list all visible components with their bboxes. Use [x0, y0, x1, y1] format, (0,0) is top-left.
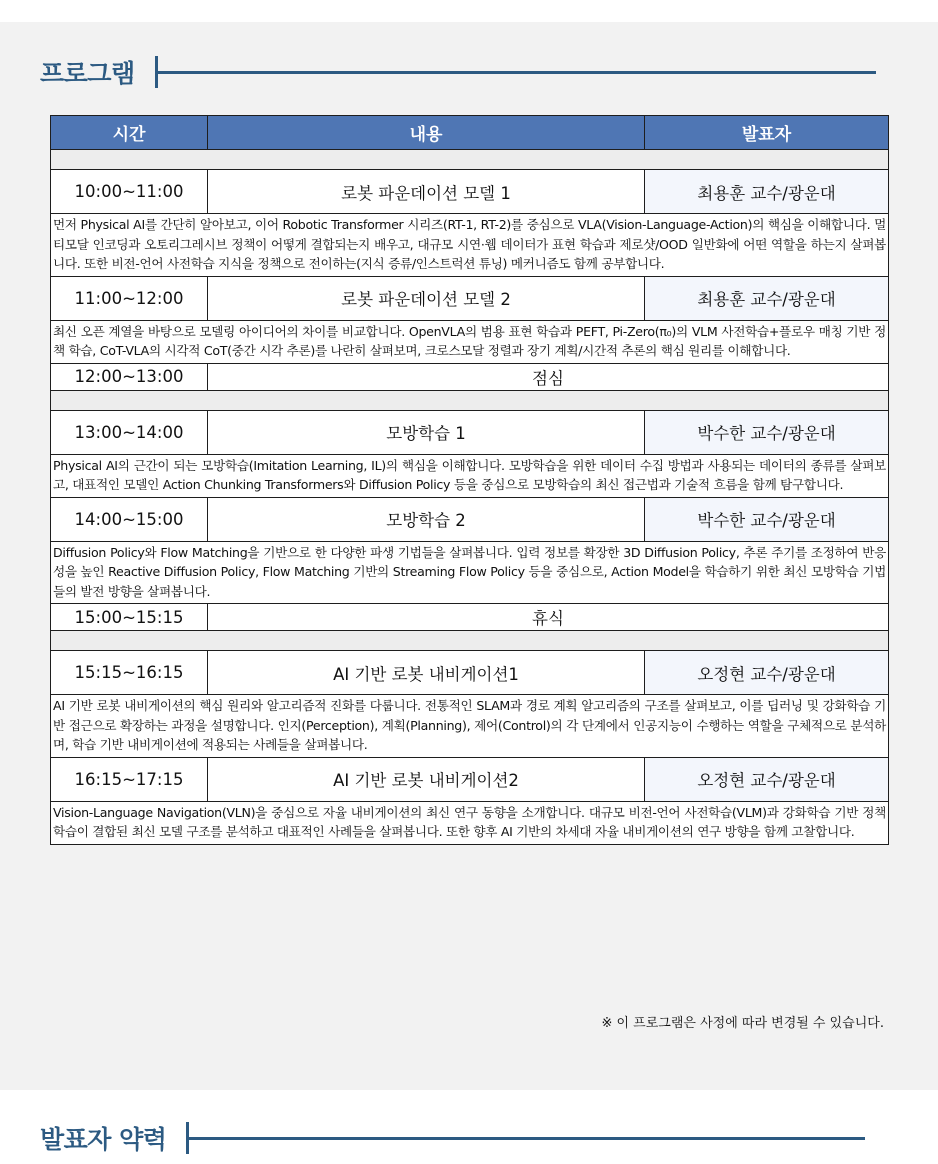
- session-time: 14:00~15:00: [51, 497, 208, 541]
- session-speaker: 박수한 교수/광운대: [645, 497, 889, 541]
- spacer-row: [51, 150, 889, 170]
- session-speaker: 오정현 교수/광운대: [645, 651, 889, 695]
- table-header-row: [51, 116, 889, 150]
- section-divider-horizontal: [189, 1137, 865, 1140]
- break-row: [51, 604, 889, 631]
- session-title: 모방학습 2: [208, 497, 645, 541]
- description-row: [51, 320, 889, 363]
- session-title: 로봇 파운데이션 모델 2: [208, 276, 645, 320]
- session-title: AI 기반 로봇 내비게이션1: [208, 651, 645, 695]
- description-row: [51, 214, 889, 277]
- break-row: [51, 363, 889, 390]
- session-description: Physical AI의 근간이 되는 모방학습(Imitation Learning, IL)의 핵심을 이해합니다. 모방학습을 위한 데이터 수집 방법과 사용되는 데이터의 종류를 살펴보고, 대표적인 모델인 Action Chunking Transformers와 Diffusion Policy 등을 중심으로 모방학습의 최신 접근법과 기술적 흐름을 함께 탐구합니다.: [51, 454, 889, 497]
- session-time: 10:00~11:00: [51, 170, 208, 214]
- break-time: 15:00~15:15: [51, 604, 208, 631]
- program-table: [50, 115, 889, 845]
- session-time: 15:15~16:15: [51, 651, 208, 695]
- session-description: 최신 오픈 계열을 바탕으로 모델링 아이디어의 차이를 비교합니다. OpenVLA의 범용 표현 학습과 PEFT, Pi-Zero(π₀)의 VLM 사전학습+플로우 매칭 기반 정책 학습, CoT-VLA의 시각적 CoT(중간 시각 추론)를 나란히 살펴보며, 크로스모달 정렬과 장기 계획/시간적 추론의 핵심 원리를 이해합니다.: [51, 320, 889, 363]
- break-time: 12:00~13:00: [51, 363, 208, 390]
- program-section-title: 프로그램: [40, 59, 135, 88]
- top-band: [0, 0, 938, 22]
- header-speaker: 발표자: [645, 116, 889, 150]
- session-time: 16:15~17:15: [51, 757, 208, 801]
- header-time: 시간: [51, 116, 208, 150]
- program-section-header: [40, 54, 876, 90]
- table-row: [51, 170, 889, 214]
- description-row: [51, 454, 889, 497]
- session-description: Diffusion Policy와 Flow Matching을 기반으로 한 다양한 파생 기법들을 살펴봅니다. 입력 정보를 확장한 3D Diffusion Policy, 추론 주기를 조정하여 반응성을 높인 Reactive Diffusion Policy, Flow Matching 기반의 Streaming Flow Policy 등을 중심으로, Action Model을 학습하기 위한 최신 모방학습 기법들의 발전 방향을 살펴봅니다.: [51, 541, 889, 604]
- table-row: [51, 757, 889, 801]
- description-row: [51, 801, 889, 844]
- bio-section-title: 발표자 약력: [40, 1125, 167, 1154]
- spacer-row: [51, 631, 889, 651]
- description-row: [51, 541, 889, 604]
- session-time: 13:00~14:00: [51, 410, 208, 454]
- break-label: 휴식: [208, 604, 889, 631]
- description-row: [51, 695, 889, 758]
- session-speaker: 박수한 교수/광운대: [645, 410, 889, 454]
- table-row: [51, 276, 889, 320]
- table-row: [51, 410, 889, 454]
- table-row: [51, 497, 889, 541]
- spacer-row: [51, 390, 889, 410]
- session-title: 모방학습 1: [208, 410, 645, 454]
- bio-section-header: [40, 1120, 865, 1156]
- session-description: AI 기반 로봇 내비게이션의 핵심 원리와 알고리즘적 진화를 다룹니다. 전통적인 SLAM과 경로 계획 알고리즘의 구조를 살펴보고, 이를 딥러닝 및 강화학습 기반 접근으로 확장하는 과정을 설명합니다. 인지(Perception), 계획(Planning), 제어(Control)의 각 단계에서 인공지능이 수행하는 역할을 구체적으로 분석하며, 학습 기반 내비게이션에 적용되는 사례들을 살펴봅니다.: [51, 695, 889, 758]
- session-title: 로봇 파운데이션 모델 1: [208, 170, 645, 214]
- table-row: [51, 651, 889, 695]
- session-title: AI 기반 로봇 내비게이션2: [208, 757, 645, 801]
- session-description: 먼저 Physical AI를 간단히 알아보고, 이어 Robotic Transformer 시리즈(RT-1, RT-2)를 중심으로 VLA(Vision-Language-Action)의 핵심을 이해합니다. 멀티모달 인코딩과 오토리그레시브 정책이 어떻게 결합되는지 배우고, 대규모 시연·웹 데이터가 표현 학습과 제로샷/OOD 일반화에 어떤 역할을 하는지 살펴봅니다. 또한 비전-언어 사전학습 지식을 정책으로 전이하는(지식 증류/인스트럭션 튜닝) 메커니즘도 함께 공부합니다.: [51, 214, 889, 277]
- session-speaker: 오정현 교수/광운대: [645, 757, 889, 801]
- header-content: 내용: [208, 116, 645, 150]
- session-speaker: 최용훈 교수/광운대: [645, 170, 889, 214]
- break-label: 점심: [208, 363, 889, 390]
- session-speaker: 최용훈 교수/광운대: [645, 276, 889, 320]
- section-divider-horizontal: [158, 71, 876, 74]
- session-time: 11:00~12:00: [51, 276, 208, 320]
- program-change-note: ※ 이 프로그램은 사정에 따라 변경될 수 있습니다.: [601, 1016, 884, 1031]
- session-description: Vision-Language Navigation(VLN)을 중심으로 자율 내비게이션의 최신 연구 동향을 소개합니다. 대규모 비전-언어 사전학습(VLM)과 강화학습 기반 정책 학습이 결합된 최신 모델 구조를 분석하고 대표적인 사례들을 살펴봅니다. 또한 향후 AI 기반의 차세대 자율 내비게이션의 연구 방향을 함께 고찰합니다.: [51, 801, 889, 844]
